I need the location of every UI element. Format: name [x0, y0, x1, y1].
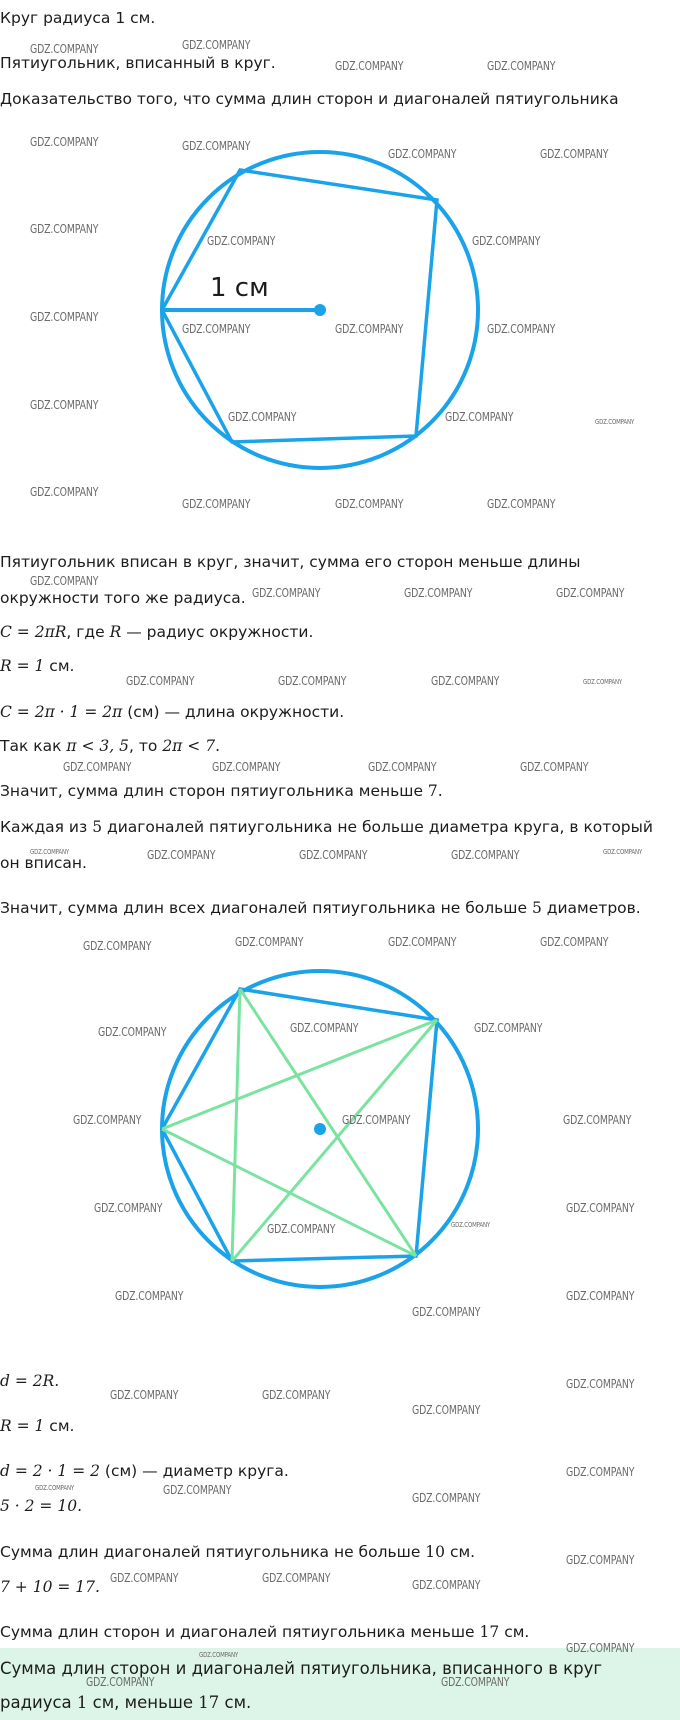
watermark: GDZ.COMPANY: [126, 674, 195, 688]
watermark: GDZ.COMPANY: [487, 59, 556, 73]
text-line-1: Круг радиуса 1 см.: [0, 9, 156, 27]
watermark: GDZ.COMPANY: [520, 760, 589, 774]
watermark: GDZ.COMPANY: [30, 485, 99, 499]
watermark: GDZ.COMPANY: [566, 1377, 635, 1391]
text-line-2: Пятиугольник, вписанный в круг.: [0, 54, 276, 72]
watermark: GDZ.COMPANY: [98, 1025, 167, 1039]
watermark: GDZ.COMPANY: [30, 42, 99, 56]
text-line-18: Сумма длин диагоналей пятиугольника не больше 10 см.: [0, 1543, 476, 1561]
watermark: GDZ.COMPANY: [83, 939, 152, 953]
text-line-4: Пятиугольник вписан в круг, значит, сумма его сторон меньше длины: [0, 553, 581, 571]
watermark: GDZ.COMPANY: [595, 418, 635, 426]
watermark: GDZ.COMPANY: [262, 1388, 331, 1402]
text-line-17: 5 · 2 = 10.: [0, 1497, 82, 1515]
watermark: GDZ.COMPANY: [63, 760, 132, 774]
watermark: GDZ.COMPANY: [182, 497, 251, 511]
text-line-15: R = 1 см.: [0, 1417, 75, 1435]
watermark: GDZ.COMPANY: [115, 1289, 184, 1303]
watermark: GDZ.COMPANY: [472, 234, 541, 248]
watermark: GDZ.COMPANY: [267, 1222, 336, 1236]
watermark: GDZ.COMPANY: [388, 935, 457, 949]
watermark: GDZ.COMPANY: [540, 147, 609, 161]
watermark: GDZ.COMPANY: [30, 848, 70, 856]
watermark: GDZ.COMPANY: [30, 222, 99, 236]
watermark: GDZ.COMPANY: [235, 935, 304, 949]
text-line-21: Сумма длин сторон и диагоналей пятиугольника, вписанного в круг: [0, 1659, 603, 1678]
watermark: GDZ.COMPANY: [252, 586, 321, 600]
text-line-10: Значит, сумма длин сторон пятиугольника меньше 7.: [0, 782, 443, 800]
diagonal-2: [232, 989, 240, 1261]
text-line-6: C = 2πR, где R — радиус окружности.: [0, 623, 314, 641]
watermark: GDZ.COMPANY: [35, 1484, 75, 1492]
watermark: GDZ.COMPANY: [404, 586, 473, 600]
watermark: GDZ.COMPANY: [110, 1388, 179, 1402]
text-line-22: радиуса 1 см, меньше 17 см.: [0, 1693, 252, 1712]
watermark: GDZ.COMPANY: [147, 848, 216, 862]
watermark: GDZ.COMPANY: [228, 410, 297, 424]
watermark: GDZ.COMPANY: [441, 1675, 510, 1689]
text-line-16: d = 2 · 1 = 2 (см) — диаметр круга.: [0, 1462, 289, 1480]
watermark: GDZ.COMPANY: [445, 410, 514, 424]
watermark: GDZ.COMPANY: [30, 398, 99, 412]
watermark: GDZ.COMPANY: [540, 935, 609, 949]
center-point: [314, 304, 326, 316]
text-line-5: окружности того же радиуса.: [0, 589, 246, 607]
watermark: GDZ.COMPANY: [342, 1113, 411, 1127]
watermark: GDZ.COMPANY: [86, 1675, 155, 1689]
watermark: GDZ.COMPANY: [212, 760, 281, 774]
text-line-9: Так как π < 3, 5, то 2π < 7.: [0, 737, 220, 755]
pentagon-outline: [162, 170, 437, 442]
center-point-2: [314, 1123, 326, 1135]
watermark: GDZ.COMPANY: [30, 135, 99, 149]
watermark: GDZ.COMPANY: [163, 1483, 232, 1497]
watermark: GDZ.COMPANY: [566, 1465, 635, 1479]
watermark: GDZ.COMPANY: [30, 310, 99, 324]
watermark: GDZ.COMPANY: [566, 1289, 635, 1303]
text-line-3: Доказательство того, что сумма длин сторон и диагоналей пятиугольника: [0, 90, 619, 108]
watermark: GDZ.COMPANY: [566, 1641, 635, 1655]
watermark: GDZ.COMPANY: [412, 1491, 481, 1505]
watermark: GDZ.COMPANY: [290, 1021, 359, 1035]
watermark: GDZ.COMPANY: [451, 1221, 491, 1229]
watermark: GDZ.COMPANY: [335, 322, 404, 336]
watermark: GDZ.COMPANY: [566, 1553, 635, 1567]
watermark: GDZ.COMPANY: [262, 1571, 331, 1585]
watermark: GDZ.COMPANY: [73, 1113, 142, 1127]
watermark: GDZ.COMPANY: [278, 674, 347, 688]
watermark: GDZ.COMPANY: [474, 1021, 543, 1035]
watermark: GDZ.COMPANY: [335, 59, 404, 73]
text-line-19: 7 + 10 = 17.: [0, 1578, 100, 1596]
watermark: GDZ.COMPANY: [199, 1651, 239, 1659]
figure-pentagon-diagonals: [0, 940, 680, 1320]
text-line-20: Сумма длин сторон и диагоналей пятиугольника меньше 17 см.: [0, 1623, 530, 1641]
watermark: GDZ.COMPANY: [566, 1201, 635, 1215]
watermark: GDZ.COMPANY: [451, 848, 520, 862]
radius-label: 1 см: [210, 273, 269, 303]
watermark: GDZ.COMPANY: [603, 848, 643, 856]
watermark: GDZ.COMPANY: [412, 1305, 481, 1319]
watermark: GDZ.COMPANY: [30, 574, 99, 588]
watermark: GDZ.COMPANY: [335, 497, 404, 511]
watermark: GDZ.COMPANY: [110, 1571, 179, 1585]
text-line-8: C = 2π · 1 = 2π (см) — длина окружности.: [0, 703, 345, 721]
watermark: GDZ.COMPANY: [207, 234, 276, 248]
watermark: GDZ.COMPANY: [487, 497, 556, 511]
text-line-14: d = 2R.: [0, 1372, 60, 1390]
watermark: GDZ.COMPANY: [182, 139, 251, 153]
watermark: GDZ.COMPANY: [556, 586, 625, 600]
watermark: GDZ.COMPANY: [412, 1403, 481, 1417]
watermark: GDZ.COMPANY: [412, 1578, 481, 1592]
text-line-13: Значит, сумма длин всех диагоналей пятиугольника не больше 5 диаметров.: [0, 899, 641, 917]
text-line-11: Каждая из 5 диагоналей пятиугольника не больше диаметра круга, в который: [0, 818, 653, 836]
watermark: GDZ.COMPANY: [182, 38, 251, 52]
watermark: GDZ.COMPANY: [94, 1201, 163, 1215]
watermark: GDZ.COMPANY: [431, 674, 500, 688]
watermark: GDZ.COMPANY: [487, 322, 556, 336]
watermark: GDZ.COMPANY: [583, 678, 623, 686]
text-line-12: он вписан.: [0, 854, 87, 872]
text-line-7: R = 1 см.: [0, 657, 75, 675]
watermark: GDZ.COMPANY: [182, 322, 251, 336]
figure-circle-radius: [0, 120, 680, 500]
watermark: GDZ.COMPANY: [563, 1113, 632, 1127]
diagonal-5: [162, 1129, 416, 1256]
watermark: GDZ.COMPANY: [299, 848, 368, 862]
watermark: GDZ.COMPANY: [388, 147, 457, 161]
watermark: GDZ.COMPANY: [368, 760, 437, 774]
